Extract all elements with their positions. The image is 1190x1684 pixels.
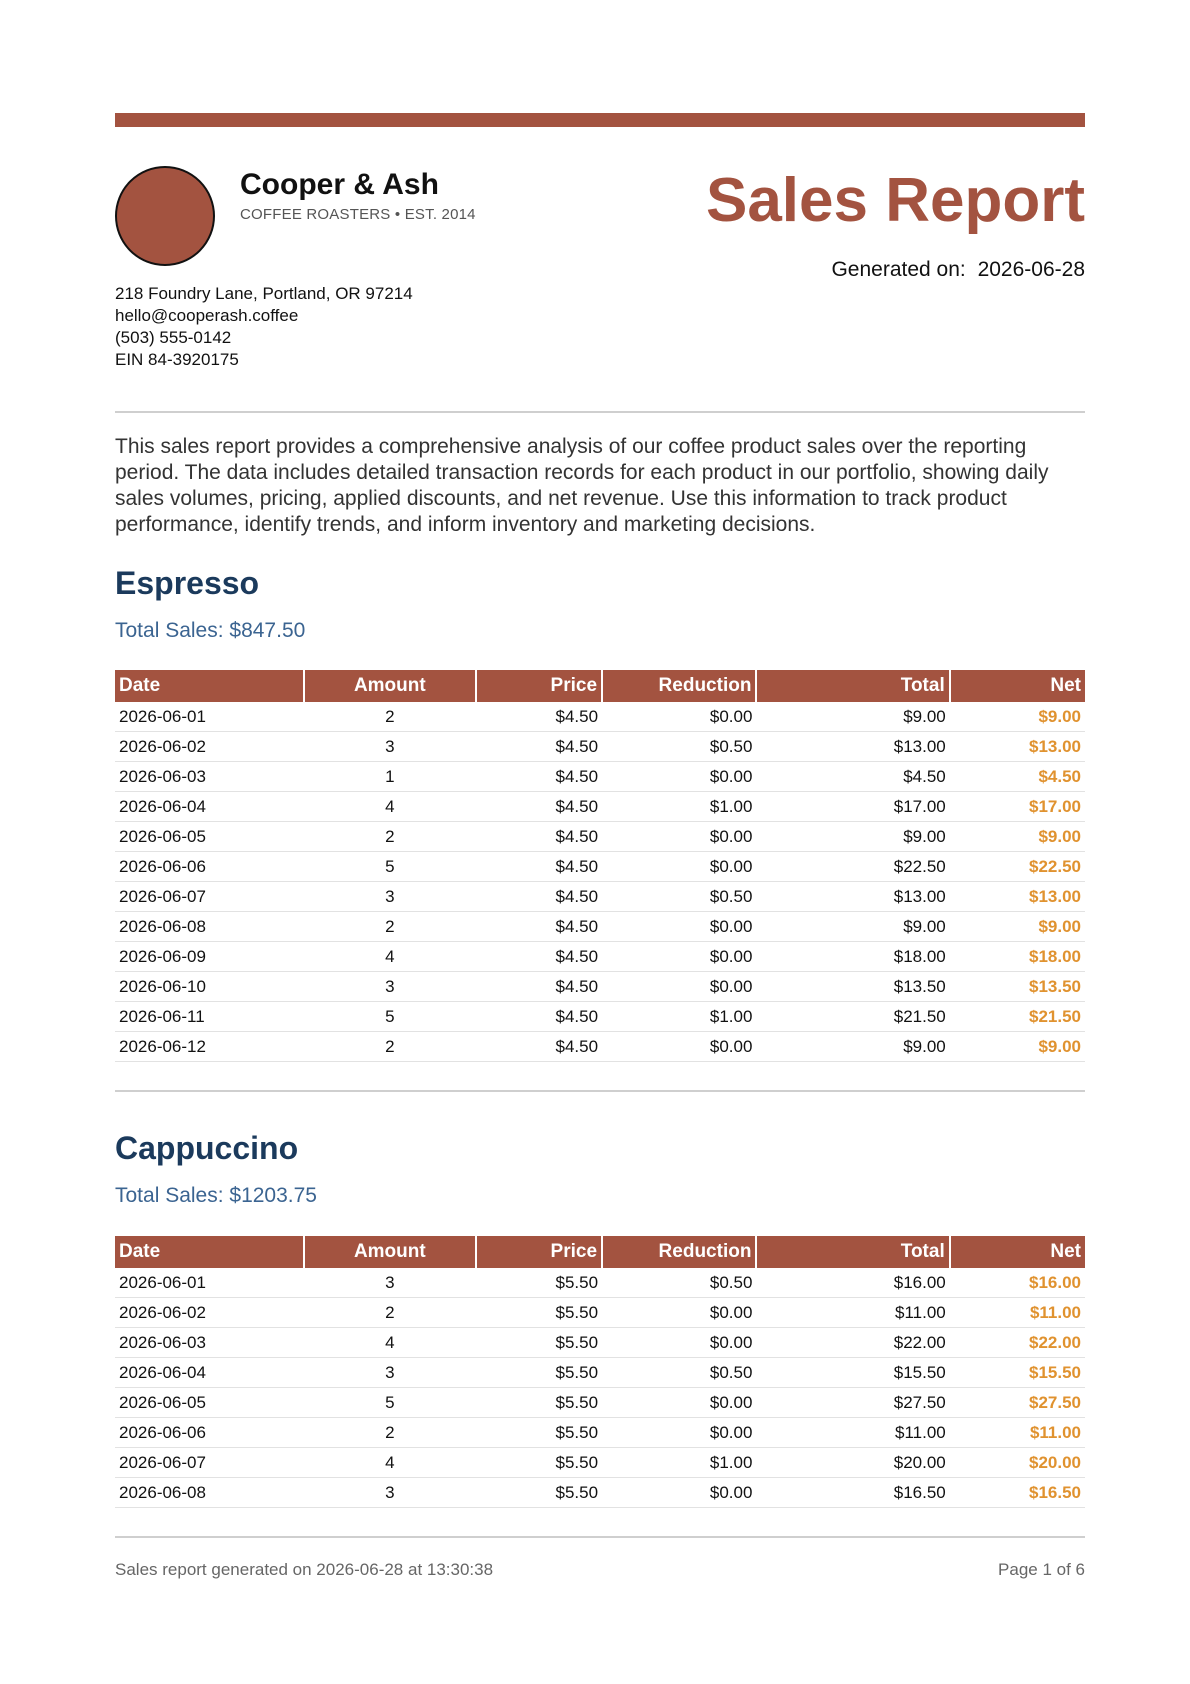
table-row — [115, 792, 1085, 822]
cell-net: $13.50 — [950, 972, 1085, 1002]
cell-total: $22.00 — [756, 1328, 949, 1358]
cell-reduction: $0.00 — [602, 1032, 756, 1062]
company-logo — [115, 166, 215, 266]
footer-generated: Sales report generated on 2026-06-28 at 13:30:38 — [115, 1560, 494, 1579]
table-row — [115, 912, 1085, 942]
cell-net: $13.00 — [950, 732, 1085, 762]
cell-total: $9.00 — [756, 912, 949, 942]
cell-date: 2026-06-11 — [115, 1002, 304, 1032]
cell-reduction: $0.50 — [602, 882, 756, 912]
table-row — [115, 1268, 1085, 1298]
cell-date: 2026-06-02 — [115, 1298, 304, 1328]
cell-price: $4.50 — [476, 852, 602, 882]
cell-price: $5.50 — [476, 1418, 602, 1448]
cell-net: $21.50 — [950, 1002, 1085, 1032]
cell-total: $11.00 — [756, 1418, 949, 1448]
table-row — [115, 1002, 1085, 1032]
cell-net: $16.00 — [950, 1268, 1085, 1298]
cell-amount: 2 — [304, 1032, 475, 1062]
cell-net: $22.50 — [950, 852, 1085, 882]
section-title-espresso: Espresso — [115, 565, 260, 601]
cell-price: $4.50 — [476, 1032, 602, 1062]
cell-price: $5.50 — [476, 1388, 602, 1418]
col-amount: Amount — [304, 1236, 475, 1268]
cell-net: $17.00 — [950, 792, 1085, 822]
table-row — [115, 942, 1085, 972]
cell-reduction: $0.00 — [602, 972, 756, 1002]
cell-net: $9.00 — [950, 1032, 1085, 1062]
cell-total: $13.00 — [756, 732, 949, 762]
table-row — [115, 1418, 1085, 1448]
cell-price: $4.50 — [476, 792, 602, 822]
cell-reduction: $0.00 — [602, 1478, 756, 1508]
section-title-cappuccino: Cappuccino — [115, 1130, 299, 1166]
cell-reduction: $1.00 — [602, 792, 756, 822]
cell-price: $4.50 — [476, 912, 602, 942]
table-header-row — [115, 670, 1085, 702]
section-total-cappuccino: Total Sales: $1203.75 — [115, 1184, 317, 1207]
cell-amount: 3 — [304, 732, 475, 762]
company-phone: (503) 555-0142 — [115, 328, 232, 347]
col-total: Total — [756, 1236, 949, 1268]
cell-net: $9.00 — [950, 912, 1085, 942]
cell-net: $22.00 — [950, 1328, 1085, 1358]
cell-date: 2026-06-06 — [115, 852, 304, 882]
cell-amount: 3 — [304, 972, 475, 1002]
cell-price: $4.50 — [476, 942, 602, 972]
cell-amount: 5 — [304, 1388, 475, 1418]
table-row — [115, 1032, 1085, 1062]
cell-reduction: $1.00 — [602, 1448, 756, 1478]
cell-amount: 2 — [304, 1298, 475, 1328]
company-name: Cooper & Ash — [240, 168, 439, 201]
cell-reduction: $0.00 — [602, 852, 756, 882]
cell-price: $4.50 — [476, 882, 602, 912]
table-header-row — [115, 1236, 1085, 1268]
cell-amount: 2 — [304, 912, 475, 942]
col-reduction: Reduction — [602, 670, 756, 702]
generated-label: Generated on: — [831, 258, 966, 281]
table-row — [115, 1358, 1085, 1388]
cell-net: $9.00 — [950, 822, 1085, 852]
cell-net: $15.50 — [950, 1358, 1085, 1388]
cell-total: $9.00 — [756, 1032, 949, 1062]
cell-total: $16.50 — [756, 1478, 949, 1508]
col-date: Date — [115, 670, 304, 702]
cell-date: 2026-06-02 — [115, 732, 304, 762]
generated-date: 2026-06-28 — [977, 258, 1085, 281]
cell-date: 2026-06-03 — [115, 1328, 304, 1358]
company-email: hello@cooperash.coffee — [115, 306, 299, 325]
cell-amount: 2 — [304, 702, 475, 732]
cell-price: $5.50 — [476, 1358, 602, 1388]
cell-price: $4.50 — [476, 732, 602, 762]
cell-price: $5.50 — [476, 1478, 602, 1508]
cell-net: $20.00 — [950, 1448, 1085, 1478]
cell-reduction: $0.00 — [602, 912, 756, 942]
cell-net: $9.00 — [950, 702, 1085, 732]
cell-net: $11.00 — [950, 1298, 1085, 1328]
cell-date: 2026-06-01 — [115, 1268, 304, 1298]
cell-net: $18.00 — [950, 942, 1085, 972]
company-tagline: COFFEE ROASTERS • EST. 2014 — [240, 206, 476, 223]
cell-reduction: $0.50 — [602, 1268, 756, 1298]
cell-reduction: $0.50 — [602, 1358, 756, 1388]
table-row — [115, 1328, 1085, 1358]
cell-total: $13.00 — [756, 882, 949, 912]
cell-total: $20.00 — [756, 1448, 949, 1478]
section-divider — [115, 1090, 1085, 1092]
cell-amount: 4 — [304, 942, 475, 972]
cell-net: $16.50 — [950, 1478, 1085, 1508]
report-title: Sales Report — [705, 166, 1085, 235]
cell-price: $4.50 — [476, 702, 602, 732]
cell-amount: 4 — [304, 1328, 475, 1358]
cell-date: 2026-06-01 — [115, 702, 304, 732]
section-total-espresso: Total Sales: $847.50 — [115, 619, 306, 642]
table-row — [115, 1388, 1085, 1418]
cell-date: 2026-06-06 — [115, 1418, 304, 1448]
cell-net: $27.50 — [950, 1388, 1085, 1418]
cell-net: $4.50 — [950, 762, 1085, 792]
cell-amount: 2 — [304, 1418, 475, 1448]
cell-amount: 5 — [304, 852, 475, 882]
cell-price: $5.50 — [476, 1328, 602, 1358]
cell-date: 2026-06-04 — [115, 792, 304, 822]
cell-amount: 4 — [304, 1448, 475, 1478]
table-row — [115, 732, 1085, 762]
cell-total: $16.00 — [756, 1268, 949, 1298]
cell-price: $5.50 — [476, 1268, 602, 1298]
company-contact — [115, 283, 413, 371]
col-net: Net — [950, 670, 1085, 702]
col-reduction: Reduction — [602, 1236, 756, 1268]
cell-date: 2026-06-07 — [115, 882, 304, 912]
cell-date: 2026-06-07 — [115, 1448, 304, 1478]
cell-reduction: $0.00 — [602, 822, 756, 852]
cell-total: $21.50 — [756, 1002, 949, 1032]
cell-total: $22.50 — [756, 852, 949, 882]
cell-reduction: $0.00 — [602, 942, 756, 972]
cell-reduction: $0.00 — [602, 702, 756, 732]
cell-reduction: $0.00 — [602, 762, 756, 792]
cell-date: 2026-06-09 — [115, 942, 304, 972]
cell-date: 2026-06-08 — [115, 1478, 304, 1508]
cell-total: $15.50 — [756, 1358, 949, 1388]
cell-total: $9.00 — [756, 702, 949, 732]
table-row — [115, 822, 1085, 852]
footer-page-number: Page 1 of 6 — [998, 1560, 1085, 1579]
cell-price: $5.50 — [476, 1298, 602, 1328]
cell-price: $4.50 — [476, 822, 602, 852]
cell-amount: 1 — [304, 762, 475, 792]
cell-amount: 3 — [304, 1358, 475, 1388]
table-row — [115, 1298, 1085, 1328]
cell-amount: 2 — [304, 822, 475, 852]
table-row — [115, 762, 1085, 792]
cell-date: 2026-06-03 — [115, 762, 304, 792]
cell-date: 2026-06-05 — [115, 822, 304, 852]
col-net: Net — [950, 1236, 1085, 1268]
cell-total: $17.00 — [756, 792, 949, 822]
header-divider — [115, 411, 1085, 413]
cell-date: 2026-06-10 — [115, 972, 304, 1002]
cell-price: $4.50 — [476, 972, 602, 1002]
cell-total: $11.00 — [756, 1298, 949, 1328]
col-price: Price — [476, 670, 602, 702]
cell-total: $18.00 — [756, 942, 949, 972]
sales-table-espresso — [115, 670, 1085, 1062]
cell-total: $13.50 — [756, 972, 949, 1002]
top-accent-bar — [115, 113, 1085, 127]
cell-price: $5.50 — [476, 1448, 602, 1478]
cell-date: 2026-06-12 — [115, 1032, 304, 1062]
cell-total: $9.00 — [756, 822, 949, 852]
table-row — [115, 1448, 1085, 1478]
sales-table-cappuccino — [115, 1236, 1085, 1508]
cell-amount: 3 — [304, 1268, 475, 1298]
generated-on — [831, 258, 1085, 282]
table-row — [115, 702, 1085, 732]
cell-amount: 3 — [304, 1478, 475, 1508]
cell-reduction: $0.50 — [602, 732, 756, 762]
company-address: 218 Foundry Lane, Portland, OR 97214 — [115, 284, 413, 303]
cell-reduction: $1.00 — [602, 1002, 756, 1032]
table-row — [115, 882, 1085, 912]
cell-net: $13.00 — [950, 882, 1085, 912]
col-price: Price — [476, 1236, 602, 1268]
cell-total: $4.50 — [756, 762, 949, 792]
cell-price: $4.50 — [476, 762, 602, 792]
company-ein: EIN 84-3920175 — [115, 350, 239, 369]
cell-reduction: $0.00 — [602, 1298, 756, 1328]
cell-total: $27.50 — [756, 1388, 949, 1418]
intro-paragraph: This sales report provides a comprehensive analysis of our coffee product sales over the reporting period. The data includes detailed transaction records for each product in our portfolio, showing daily sales volumes, pricing, applied discounts, and net revenue. Use this information to track product performance, identify trends, and inform inventory and marketing decisions. — [115, 435, 1049, 536]
col-amount: Amount — [304, 670, 475, 702]
cell-reduction: $0.00 — [602, 1418, 756, 1448]
table-row — [115, 1478, 1085, 1508]
cell-date: 2026-06-08 — [115, 912, 304, 942]
table-row — [115, 972, 1085, 1002]
cell-reduction: $0.00 — [602, 1328, 756, 1358]
cell-price: $4.50 — [476, 1002, 602, 1032]
cell-reduction: $0.00 — [602, 1388, 756, 1418]
cell-amount: 3 — [304, 882, 475, 912]
cell-amount: 5 — [304, 1002, 475, 1032]
col-total: Total — [756, 670, 949, 702]
cell-amount: 4 — [304, 792, 475, 822]
footer-divider — [115, 1536, 1085, 1538]
col-date: Date — [115, 1236, 304, 1268]
table-row — [115, 852, 1085, 882]
cell-net: $11.00 — [950, 1418, 1085, 1448]
cell-date: 2026-06-04 — [115, 1358, 304, 1388]
cell-date: 2026-06-05 — [115, 1388, 304, 1418]
report-header — [115, 166, 1085, 286]
